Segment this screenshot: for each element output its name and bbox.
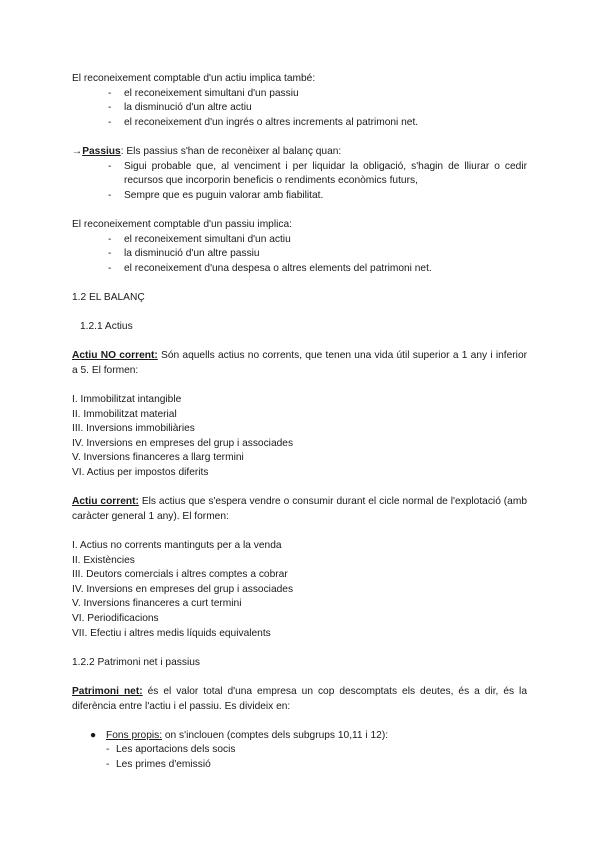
subsection-heading-equity: 1.2.2 Patrimoni net i passius (72, 656, 200, 668)
equity-term: Patrimoni net: (72, 685, 143, 697)
list-item (90, 729, 527, 773)
list-item: I. Immobilitzat intangible (72, 394, 182, 406)
current-assets-definition (72, 495, 527, 524)
current-assets-list (72, 539, 527, 641)
list-item: III. Inversions immobiliàries (72, 423, 195, 435)
asset-recognition-list (72, 87, 527, 131)
document-page (72, 72, 527, 773)
asset-recognition-intro: El reconeixement comptable d'un actiu implica també: (72, 73, 316, 84)
list-item: III. Deutors comercials i altres comptes a cobrar (72, 569, 288, 581)
liability-recognition-intro: El reconeixement comptable d'un passiu implica: (72, 218, 292, 230)
liabilities-conditions (72, 160, 527, 204)
non-current-assets-text: Són aquells actius no corrents, que tenen una vida útil superior a 1 any i inferior a 5. El formen: (72, 350, 528, 376)
liability-recognition-list (72, 233, 527, 277)
list-item: - la disminució d'un altre actiu (108, 101, 527, 116)
bullet-icon: ● (90, 729, 97, 741)
liabilities-definition (72, 145, 527, 160)
list-item: VI. Periodificacions (72, 612, 159, 624)
list-item: - Sempre que es puguin valorar amb fiabilitat. (108, 189, 527, 204)
non-current-assets-term: Actiu NO corrent: (72, 350, 158, 362)
non-current-assets-definition (72, 349, 527, 378)
list-item: II. Immobilitzat material (72, 408, 177, 420)
list-item: - el reconeixement simultani d'un passiu (108, 87, 527, 102)
own-funds-text: on s'inclouen (comptes dels subgrups 10,11 i 12): (162, 729, 389, 741)
arrow-icon: → (72, 145, 83, 157)
non-current-assets-list (72, 393, 527, 481)
list-item: IV. Inversions en empreses del grup i associades (72, 437, 294, 449)
list-item: - Les primes d'emissió (106, 758, 527, 773)
list-item: V. Inversions financeres a llarg termini (72, 452, 244, 464)
list-item: - el reconeixement d'un ingrés o altres increments al patrimoni net. (108, 116, 527, 131)
list-item: - la disminució d'un altre passiu (108, 247, 527, 262)
list-item: - el reconeixement simultani d'un actiu (108, 233, 527, 248)
list-item: IV. Inversions en empreses del grup i associades (72, 583, 294, 595)
equity-components (72, 729, 527, 773)
liabilities-definition-text: : Els passius s'han de reconèixer al balanç quan: (120, 145, 342, 157)
current-assets-text: Els actius que s'espera vendre o consumir durant el cicle normal de l'explotació (amb caràcter general 1 any). El formen: (72, 496, 527, 522)
list-item: - Sigui probable que, al venciment i per liquidar la obligació, s'hagin de lliurar o cedir recursos que incorporin beneficis o rendiments econòmics futurs, (108, 160, 527, 189)
own-funds-list (106, 743, 527, 772)
list-item: VI. Actius per impostos diferits (72, 467, 209, 479)
own-funds-label: Fons propis: (106, 729, 163, 741)
current-assets-term: Actiu corrent: (72, 496, 139, 508)
equity-definition (72, 685, 527, 714)
list-item: - Les aportacions dels socis (106, 743, 527, 758)
list-item: VII. Efectiu i altres medis líquids equivalents (72, 627, 271, 639)
list-item: - el reconeixement d'una despesa o altres elements del patrimoni net. (108, 262, 527, 277)
list-item: II. Existències (72, 554, 135, 566)
liabilities-term: Passius (82, 145, 121, 157)
equity-text: és el valor total d'una empresa un cop descomptats els deutes, és a dir, és la diferència entre l'actiu i el passiu. Es divideix en: (72, 685, 527, 712)
list-item: I. Actius no corrents mantinguts per a la venda (72, 540, 282, 551)
list-item: V. Inversions financeres a curt termini (72, 598, 242, 610)
section-heading-balance: 1.2 EL BALANÇ (72, 291, 145, 303)
subsection-heading-assets: 1.2.1 Actius (80, 321, 133, 333)
